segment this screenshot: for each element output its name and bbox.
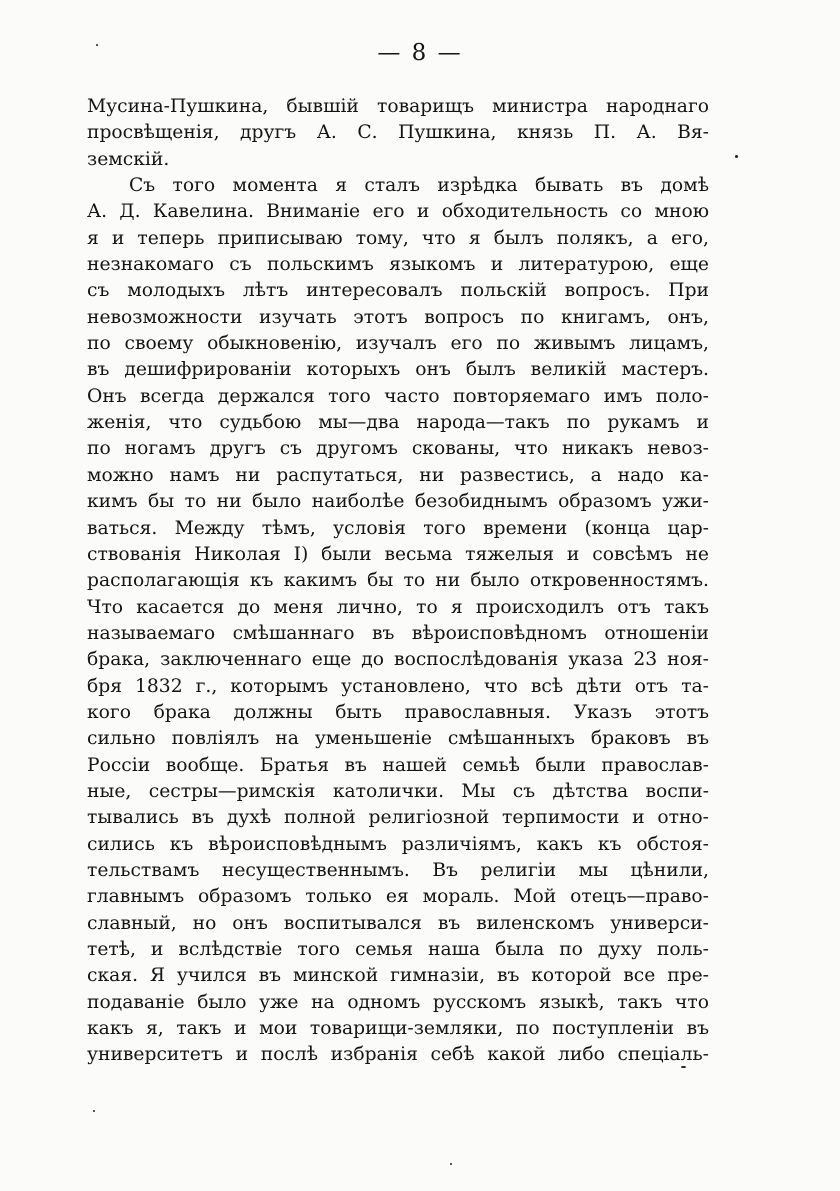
text-line: Россіи вообще. Братья въ нашей семьѣ были православ- <box>87 754 709 776</box>
text-line: невозможности изучать этотъ вопросъ по книгамъ, онъ, <box>87 306 709 328</box>
scan-speck <box>450 1163 452 1165</box>
text-line: Мусина-Пушкина, бывшій товарищъ министра народнаго <box>87 96 709 117</box>
text-line: называемаго смѣшаннаго въ вѣроисповѣдномъ отношеніи <box>87 622 709 644</box>
text-line: какъ я, такъ и мои товарищи-земляки, по поступленіи въ <box>87 1018 709 1040</box>
text-line: главнымъ образомъ только ея мораль. Мой отецъ—право- <box>87 886 709 908</box>
text-line: сились къ вѣроисповѣднымъ различіямъ, какъ къ обстоя- <box>87 833 709 855</box>
text-line: женія, что судьбою мы—два народа—такъ по рукамъ и <box>87 412 709 434</box>
text-line: по ногамъ другъ съ другомъ скованы, что никакъ невоз- <box>87 438 709 460</box>
text-line: земскій. <box>87 148 170 170</box>
text-line: просвѣщенія, другъ А. С. Пушкина, князь П. А. Вя- <box>87 122 709 144</box>
text-line: можно намъ ни распутаться, ни развестись, а надо ка- <box>87 464 709 486</box>
text-line: по своему обыкновенію, изучалъ его по живымъ лицамъ, <box>87 333 709 355</box>
text-line: университетъ и послѣ избранія себѣ какой либо спеціаль- <box>87 1044 709 1066</box>
paragraph <box>87 173 709 1069</box>
page-number: — 8 — <box>377 40 463 66</box>
text-line: тывались въ духѣ полной религіозной терпимости и отно- <box>87 807 709 829</box>
text-line: я и теперь приписываю тому, что я былъ полякъ, а его, <box>87 227 709 249</box>
text-line: ваться. Между тѣмъ, условія того времени (конца цар- <box>87 517 709 539</box>
text-line: тетѣ, и вслѣдствіе того семья наша была по духу поль- <box>87 939 709 960</box>
text-line: ская. Я учился въ минской гимназіи, въ которой все пре- <box>87 965 709 987</box>
text-line: А. Д. Кавелина. Вниманіе его и обходительность со мною <box>87 201 709 223</box>
text-line: тельствамъ несущественнымъ. Въ религіи мы цѣнили, <box>87 859 709 881</box>
text-line: Что касается до меня лично, то я происходилъ отъ такъ <box>87 596 709 618</box>
scan-speck <box>735 155 738 158</box>
text-line: ные, сестры—римскія католички. Мы съ дѣтства воспи- <box>87 780 709 802</box>
text-line: подаваніе было уже на одномъ русскомъ языкѣ, такъ что <box>87 991 709 1013</box>
scan-speck <box>681 1066 686 1068</box>
text-line: располагающія къ какимъ бы то ни было откровенностямъ. <box>87 570 709 592</box>
text-line: кимъ бы то ни было наиболѣе безобиднымъ образомъ ужи- <box>87 491 709 513</box>
text-line: кого брака должны быть православныя. Указъ этотъ <box>87 701 709 723</box>
scan-speck <box>93 1110 95 1112</box>
text-line: Съ того момента я сталъ изрѣдка бывать въ домѣ <box>129 175 709 197</box>
text-line: сильно повліялъ на уменьшеніе смѣшанныхъ браковъ въ <box>87 728 709 750</box>
text-line: славный, но онъ воспитывался въ виленскомъ универси- <box>87 912 709 934</box>
paragraph <box>87 94 709 173</box>
body-text <box>87 94 709 1069</box>
scan-speck <box>96 44 98 46</box>
text-line: ствованія Николая I) были весьма тяжелыя и совсѣмъ не <box>87 543 709 565</box>
text-line: бря 1832 г., которымъ установлено, что всѣ дѣти отъ та- <box>87 675 709 697</box>
text-line: въ дешифрированіи которыхъ онъ былъ великій мастеръ. <box>87 359 709 381</box>
text-line: брака, заключеннаго еще до воспослѣдованія указа 23 ноя- <box>87 649 709 671</box>
text-line: незнакомаго съ польскимъ языкомъ и литературою, еще <box>87 254 709 276</box>
text-line: съ молодыхъ лѣтъ интересовалъ польскій вопросъ. При <box>87 280 709 302</box>
text-line: Онъ всегда держался того часто повторяемаго имъ поло- <box>87 385 709 407</box>
